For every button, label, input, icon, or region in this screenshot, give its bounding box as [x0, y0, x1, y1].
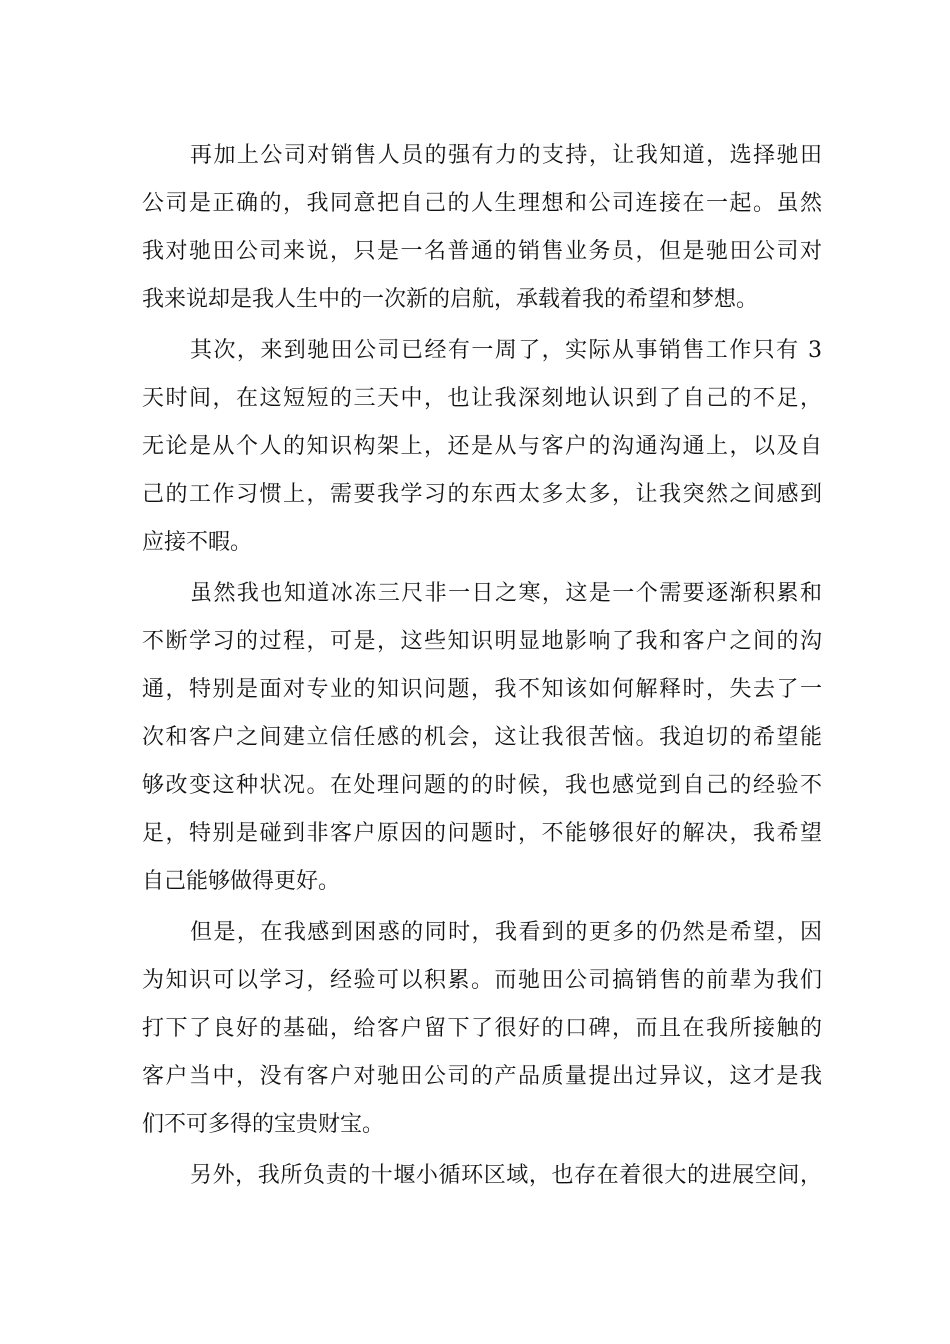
paragraph-first-week: [142, 327, 822, 567]
paragraph-line: 公司是正确的，我同意把自己的人生理想和公司连接在一起。虽然: [142, 191, 822, 216]
paragraph-line: 虽然我也知道冰冻三尺非一日之寒，这是一个需要逐渐积累和: [190, 581, 822, 606]
paragraph-line: 为知识可以学习，经验可以积累。而驰田公司搞销售的前辈为我们: [142, 968, 822, 993]
paragraph-line: 己的工作习惯上，需要我学习的东西太多太多，让我突然之间感到: [142, 482, 822, 507]
paragraph-line: 无论是从个人的知识构架上，还是从与客户的沟通沟通上，以及自: [142, 434, 822, 459]
paragraph-line: 通，特别是面对专业的知识问题，我不知该如何解释时，失去了一: [142, 677, 822, 702]
paragraph-line: 们不可多得的宝贵财宝。: [142, 1112, 385, 1137]
paragraph-line: 天时间，在这短短的三天中，也让我深刻地认识到了自己的不足，: [142, 386, 822, 411]
paragraph-learning: [142, 570, 822, 906]
paragraph-line: 次和客户之间建立信任感的机会，这让我很苦恼。我迫切的希望能: [142, 725, 822, 750]
paragraph-line: 够改变这种状况。在处理问题的的时候，我也感觉到自己的经验不: [142, 773, 822, 798]
paragraph-line: 再加上公司对销售人员的强有力的支持，让我知道，选择驰田: [190, 143, 822, 168]
paragraph-hope: [142, 909, 822, 1149]
paragraph-line: 另外，我所负责的十堰小循环区域，也存在着很大的进展空间，: [190, 1163, 822, 1188]
paragraph-region: [142, 1152, 822, 1200]
paragraph-line: 打下了良好的基础，给客户留下了很好的口碑，而且在我所接触的: [142, 1016, 822, 1041]
document-body: [142, 132, 822, 1200]
paragraph-support: [142, 132, 822, 324]
paragraph-line: 应接不暇。: [142, 530, 253, 555]
paragraph-line: 自己能够做得更好。: [142, 869, 341, 894]
paragraph-line: 我对驰田公司来说，只是一名普通的销售业务员，但是驰田公司对: [142, 239, 822, 264]
paragraph-line: 其次，来到驰田公司已经有一周了，实际从事销售工作只有 3: [190, 338, 822, 363]
paragraph-line: 客户当中，没有客户对驰田公司的产品质量提出过异议，这才是我: [142, 1064, 822, 1089]
paragraph-line: 但是，在我感到困惑的同时，我看到的更多的仍然是希望，因: [190, 920, 822, 945]
paragraph-line: 不断学习的过程，可是，这些知识明显地影响了我和客户之间的沟: [142, 629, 822, 654]
paragraph-line: 我来说却是我人生中的一次新的启航，承载着我的希望和梦想。: [142, 287, 759, 312]
paragraph-line: 足，特别是碰到非客户原因的问题时，不能够很好的解决，我希望: [142, 821, 822, 846]
